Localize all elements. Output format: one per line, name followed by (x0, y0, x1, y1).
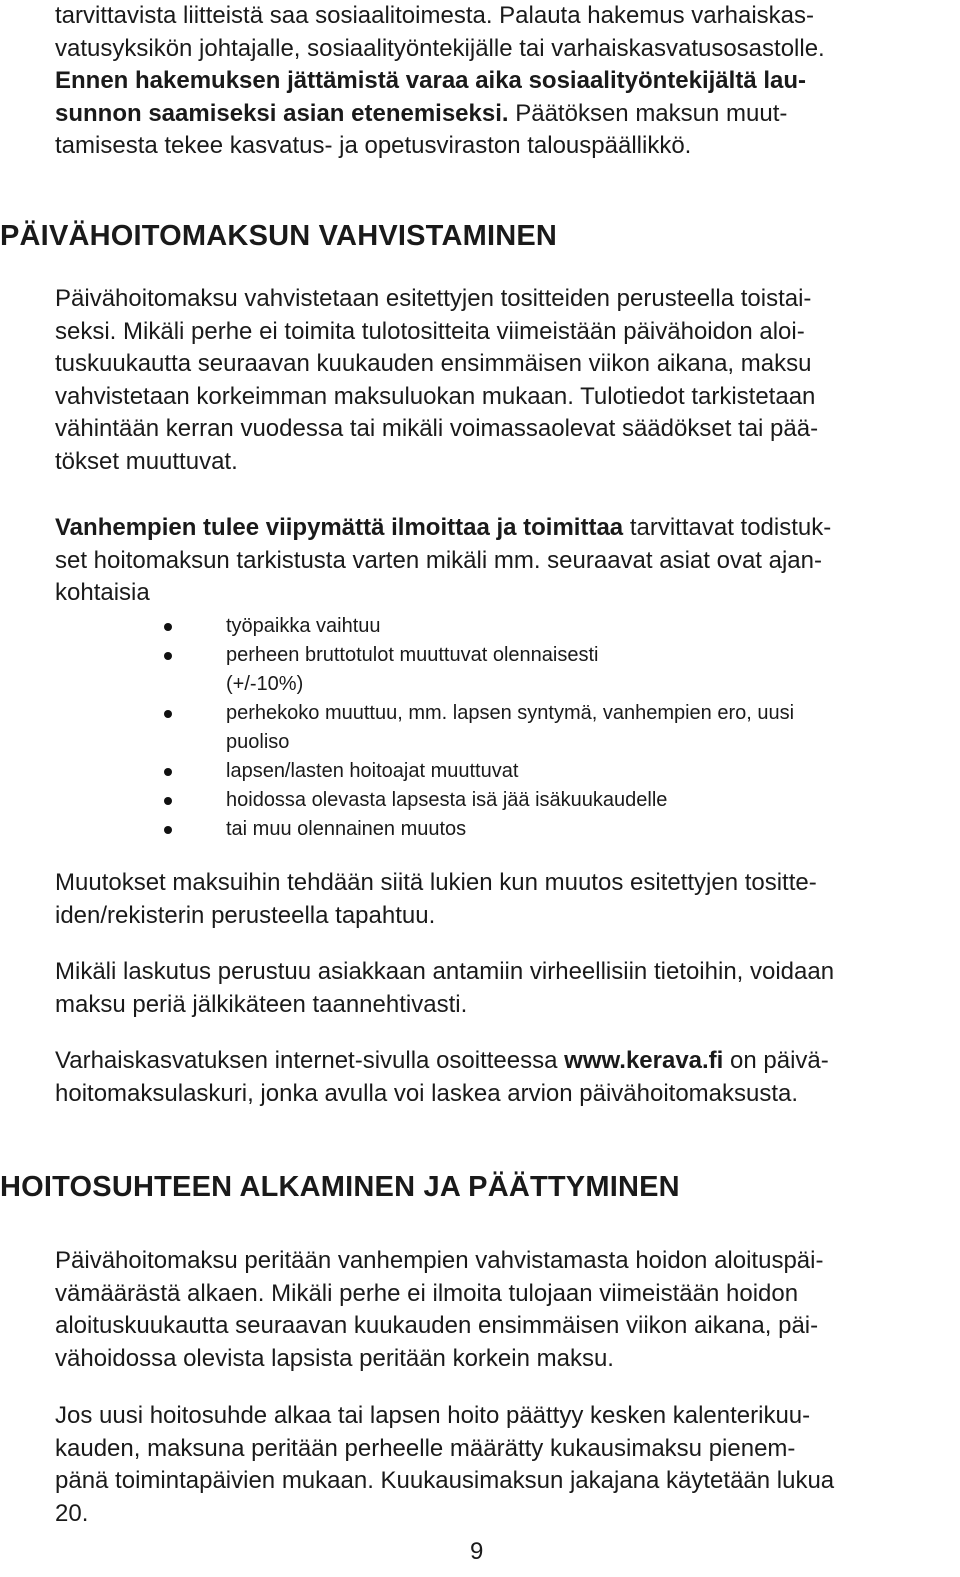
text-line: seksi. Mikäli perhe ei toimita tulotositteita viimeistään päivähoidon aloi- (55, 317, 805, 345)
bullet-icon (164, 797, 172, 805)
text-line: tai muu olennainen muutos (226, 818, 467, 840)
bullet-icon (164, 826, 172, 834)
intro-paragraph (55, 0, 960, 163)
text-line: Muutokset maksuihin tehdään siitä lukien kun muutos esitettyjen tositte- (55, 869, 817, 896)
paragraph (55, 867, 960, 932)
text-line: Jos uusi hoitosuhde alkaa tai lapsen hoito päättyy kesken kalenterikuu- (55, 1402, 811, 1429)
section-heading-paivahoitomaksun-vahvistaminen: PÄIVÄHOITOMAKSUN VAHVISTAMINEN (0, 220, 558, 252)
text-line: pänä toimintapäivien mukaan. Kuukausimaksun jakajana käytetään lukua (55, 1467, 835, 1495)
text-line: hoidossa olevasta lapsesta isä jää isäkuukaudelle (226, 789, 668, 811)
text-line: maksu periä jälkikäteen taannehtivasti. (55, 990, 468, 1018)
text-line (55, 98, 960, 131)
bullet-icon (164, 710, 172, 718)
list-item (0, 786, 960, 815)
text-run: on päivä- (723, 1047, 829, 1074)
text-line: tarvittavista liitteistä saa sosiaalitoimesta. Palauta hakemus varhaiskas- (55, 2, 814, 29)
text-run: Päätöksen maksun muut- (508, 99, 788, 127)
paragraph (55, 1045, 960, 1110)
text-line (55, 512, 960, 545)
text-line: aloituskuukautta seuraavan kuukauden ensimmäisen viikon aikana, päi- (55, 1312, 819, 1340)
text-line: tuskuukautta seuraavan kuukauden ensimmäisen viikon aikana, maksu (55, 350, 812, 378)
text-line: hoitomaksulaskuri, jonka avulla voi laskea arvion päivähoitomaksusta. (55, 1079, 799, 1107)
text-line: perhekoko muuttuu, mm. lapsen syntymä, vanhempien ero, uusi (226, 702, 795, 724)
text-line: kauden, maksuna peritään perheelle määrätty kukausimaksu pienem- (55, 1434, 796, 1462)
paragraph (55, 956, 960, 1021)
text-line: vahvistetaan korkeimman maksuluokan mukaan. Tulotiedot tarkistetaan (55, 382, 816, 410)
bullet-icon (164, 623, 172, 631)
list-item (0, 641, 960, 699)
text-line: Päivähoitomaksu peritään vanhempien vahvistamasta hoidon aloituspäi- (55, 1247, 824, 1274)
text-line: lapsen/lasten hoitoajat muuttuvat (226, 760, 519, 782)
text-run: Varhaiskasvatuksen internet-sivulla osoitteessa (55, 1047, 565, 1074)
text-line: tökset muuttuvat. (55, 447, 238, 475)
text-line: vatusyksikön johtajalle, sosiaalityöntekijälle tai varhaiskasvatusosastolle. (55, 34, 825, 62)
website-link[interactable]: www.kerava.fi (564, 1047, 724, 1074)
bullet-icon (164, 768, 172, 776)
text-line: puoliso (226, 731, 290, 753)
bullet-list (0, 612, 960, 844)
text-line: (+/-10%) (226, 673, 304, 695)
text-line: set hoitomaksun tarkistusta varten mikäli mm. seuraavat asiat ovat ajan- (55, 546, 822, 574)
text-line: iden/rekisterin perusteella tapahtuu. (55, 901, 436, 929)
text-line: Mikäli laskutus perustuu asiakkaan antamiin virheellisiin tietoihin, voidaan (55, 958, 835, 985)
bullet-icon (164, 652, 172, 660)
text-line: 20. (55, 1499, 89, 1527)
list-item (0, 815, 960, 844)
text-line: työpaikka vaihtuu (226, 615, 381, 637)
list-item (0, 699, 960, 757)
text-line: vähintään kerran vuodessa tai mikäli voimassaolevat säädökset tai pää- (55, 415, 819, 443)
text-line: perheen bruttotulot muuttuvat olennaisesti (226, 644, 599, 666)
text-line: kohtaisia (55, 579, 150, 607)
text-line: Päivähoitomaksu vahvistetaan esitettyjen tositteiden perusteella toistai- (55, 285, 812, 312)
text-line: tamisesta tekee kasvatus- ja opetusviraston talouspäällikkö. (55, 132, 692, 160)
text-line: vähoidossa olevista lapsista peritään korkein maksu. (55, 1344, 614, 1372)
text-run: tarvittavat todistuk- (623, 514, 832, 541)
paragraph (55, 283, 960, 479)
list-item (0, 612, 960, 641)
page-number: 9 (470, 1538, 484, 1565)
text-line: vämäärästä alkaen. Mikäli perhe ei ilmoita tulojaan viimeistään hoidon (55, 1279, 799, 1307)
text-line: Ennen hakemuksen jättämistä varaa aika sosiaalityöntekijältä lau- (55, 67, 806, 95)
bold-text: Vanhempien tulee viipymättä ilmoittaa ja toimittaa (55, 514, 624, 541)
list-item (0, 757, 960, 786)
paragraph (55, 512, 960, 610)
paragraph (55, 1400, 960, 1530)
paragraph (55, 1245, 960, 1375)
bold-text: sunnon saamiseksi asian etenemiseksi. (55, 99, 509, 127)
text-line (55, 1045, 960, 1078)
section-heading-hoitosuhteen-alkaminen: HOITOSUHTEEN ALKAMINEN JA PÄÄTTYMINEN (0, 1171, 680, 1203)
